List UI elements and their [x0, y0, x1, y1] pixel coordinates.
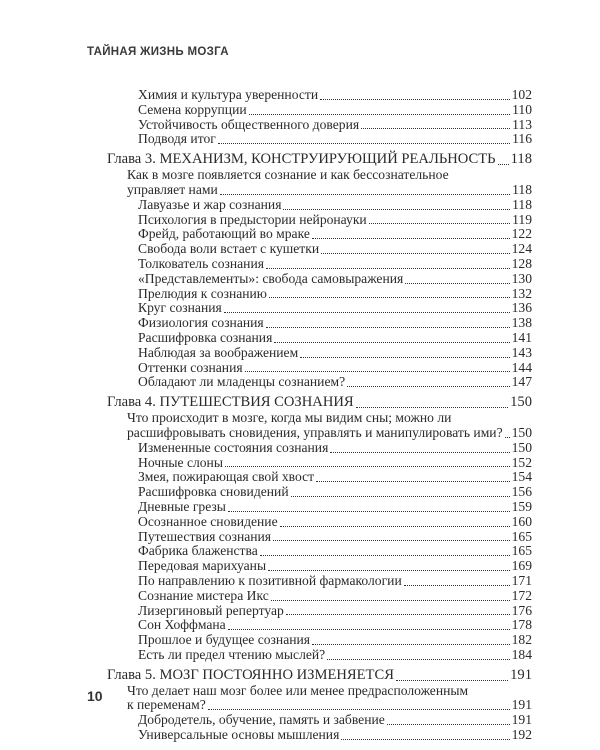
toc-entry: [107, 316, 532, 331]
running-head: ТАЙНАЯ ЖИЗНЬ МОЗГА: [87, 46, 229, 58]
toc-entry-title: Семена коррупции: [138, 101, 247, 117]
toc-entry: [107, 272, 532, 287]
chapter-page: 150: [510, 394, 532, 411]
dot-leader: [312, 238, 510, 239]
toc-entry-page: 118: [512, 196, 532, 212]
toc-entry-title: По направлению к позитивной фармакологии: [138, 572, 402, 588]
toc-entry-title: Передовая марихуаны: [138, 558, 267, 574]
dot-leader: [316, 481, 510, 482]
toc-entry-title: Наблюдая за воображением: [138, 344, 299, 360]
toc-entry: [107, 604, 532, 619]
toc-entry-title: Осознанное сновидение: [138, 513, 278, 529]
chapter-intro-line: Что делает наш мозг более или менее предрасположенным: [127, 682, 469, 698]
toc-entry-page: 128: [511, 255, 532, 271]
dot-leader: [208, 709, 510, 710]
dot-leader: [356, 407, 508, 408]
toc-entry: [107, 618, 532, 633]
dot-leader: [245, 371, 510, 372]
dot-leader: [269, 297, 510, 298]
chapter-4-heading: [107, 394, 532, 411]
dot-leader: [271, 600, 510, 601]
dot-leader: [498, 164, 509, 165]
toc-entry: [107, 103, 532, 118]
dot-leader: [369, 223, 510, 224]
dot-leader: [224, 312, 510, 313]
toc-entry-page: 147: [511, 374, 532, 390]
toc-entry-title: Дневные грезы: [138, 498, 226, 514]
toc-entry-title: Лавуазье и жар сознания: [138, 196, 282, 212]
toc-entry-page: 143: [511, 344, 532, 360]
toc-entry-title: Сознание мистера Икс: [138, 587, 269, 603]
dot-leader: [300, 357, 509, 358]
chapter-intro-page: 191: [511, 697, 532, 713]
chapter-intro-line: [127, 183, 532, 198]
toc-entry-title: Лизергиновый репертуар: [138, 602, 284, 618]
chapter-intro-text: к переменам?: [127, 697, 206, 713]
toc-entry-page: 132: [511, 285, 532, 301]
toc-entry-page: 144: [511, 359, 532, 375]
toc-entry: [107, 375, 532, 390]
toc-entry-page: 165: [511, 528, 532, 544]
chapter-page: 118: [510, 151, 532, 168]
toc-entry-title: Змея, пожирающая свой хвост: [138, 469, 315, 485]
dot-leader: [361, 128, 510, 129]
toc-entry-title: Измененные состояния сознания: [138, 439, 329, 455]
dot-leader: [347, 386, 509, 387]
toc-entry: [107, 361, 532, 376]
dot-leader: [260, 555, 510, 556]
toc-entry: [107, 648, 532, 663]
dot-leader: [228, 629, 510, 630]
toc-entry-title: Прошлое и будущее сознания: [138, 632, 311, 648]
toc-entry: [107, 118, 532, 133]
dot-leader: [266, 268, 510, 269]
chapter-5-intro: [107, 684, 532, 714]
chapter-intro-line: [127, 426, 532, 441]
toc-entry-page: 138: [511, 315, 532, 331]
dot-leader: [321, 253, 510, 254]
toc-entry: [107, 470, 532, 485]
chapter-intro-line: [127, 698, 532, 713]
toc-entry-title: Подводя итог: [138, 131, 216, 147]
table-of-contents: [107, 88, 532, 743]
chapter-intro-line: Как в мозге появляется сознание и как бессознательное: [127, 167, 449, 183]
dot-leader: [404, 585, 510, 586]
chapter-title: Глава 5. МОЗГ ПОСТОЯННО ИЗМЕНЯЕТСЯ: [107, 666, 394, 683]
toc-entry-page: 176: [511, 602, 532, 618]
toc-entry-title: Свобода воли встает с кушетки: [138, 241, 320, 257]
toc-entry: [107, 242, 532, 257]
toc-entry: [107, 213, 532, 228]
toc-entry: [107, 500, 532, 515]
chapter-5-entries: [107, 713, 532, 743]
toc-entry-title: Фрейд, работающий во мраке: [138, 226, 310, 242]
toc-entry: [107, 287, 532, 302]
toc-entry-page: 102: [511, 87, 532, 102]
toc-entry: [107, 456, 532, 471]
toc-entry-page: 182: [511, 632, 532, 648]
toc-entry-page: 152: [511, 454, 532, 470]
toc-entry-title: Обладают ли младенцы сознанием?: [138, 374, 346, 390]
toc-entry-page: 191: [511, 712, 532, 728]
toc-entry-title: Путешествия сознания: [138, 528, 272, 544]
toc-entry: [107, 713, 532, 728]
toc-entry: [107, 574, 532, 589]
toc-entry: [107, 728, 532, 743]
toc-entry-page: 110: [512, 101, 532, 117]
chapter-3-entries: [107, 198, 532, 390]
toc-entry-page: 122: [511, 226, 532, 242]
toc-entry-title: Есть ли предел чтению мыслей?: [138, 646, 326, 662]
toc-entry-page: 160: [511, 513, 532, 529]
toc-entry: [107, 331, 532, 346]
toc-entry: [107, 515, 532, 530]
toc-entry: [107, 589, 532, 604]
toc-entry: [107, 198, 532, 213]
toc-entry: [107, 559, 532, 574]
toc-entry-page: 165: [511, 543, 532, 559]
toc-entry-title: Добродетель, обучение, память и забвение: [138, 712, 385, 728]
toc-entry-page: 130: [511, 270, 532, 286]
dot-leader: [249, 114, 510, 115]
dot-leader: [327, 659, 509, 660]
toc-entry-page: 116: [512, 131, 532, 147]
toc-entry-title: Физиология сознания: [138, 315, 264, 331]
top-entries: [107, 88, 532, 147]
toc-entry-title: Ночные слоны: [138, 454, 223, 470]
chapter-3-heading: [107, 151, 532, 168]
dot-leader: [505, 437, 510, 438]
toc-entry: [107, 346, 532, 361]
toc-entry-page: 172: [511, 587, 532, 603]
toc-entry-title: Химия и культура уверенности: [138, 87, 319, 102]
toc-entry-title: Устойчивость общественного доверия: [138, 116, 360, 132]
toc-entry-page: 124: [511, 241, 532, 257]
toc-entry-page: 169: [511, 558, 532, 574]
chapter-page: 191: [510, 666, 532, 683]
toc-entry: [107, 544, 532, 559]
dot-leader: [396, 680, 508, 681]
page-number: 10: [87, 688, 103, 704]
chapter-intro-line: Что происходит в мозге, когда мы видим сны; можно ли: [127, 410, 452, 426]
toc-entry-page: 192: [511, 727, 532, 743]
dot-leader: [320, 99, 510, 100]
dot-leader: [228, 511, 510, 512]
toc-entry: [107, 227, 532, 242]
chapter-4-intro: [107, 411, 532, 441]
toc-entry: [107, 485, 532, 500]
dot-leader: [280, 526, 510, 527]
dot-leader: [273, 540, 510, 541]
toc-entry-title: Круг сознания: [138, 300, 222, 316]
toc-entry: [107, 441, 532, 456]
dot-leader: [266, 327, 510, 328]
toc-entry-page: 156: [511, 484, 532, 500]
dot-leader: [286, 614, 510, 615]
toc-entry-title: Универсальные основы мышления: [138, 727, 340, 743]
toc-entry: [107, 633, 532, 648]
dot-leader: [274, 342, 509, 343]
toc-entry-title: Сон Хоффмана: [138, 617, 226, 633]
dot-leader: [218, 143, 510, 144]
dot-leader: [225, 466, 510, 467]
toc-entry-page: 141: [511, 329, 532, 345]
chapter-5-heading: [107, 667, 532, 684]
toc-entry-page: 184: [511, 646, 532, 662]
toc-entry-title: Оттенки сознания: [138, 359, 243, 375]
toc-entry-title: Прелюдия к сознанию: [138, 285, 267, 301]
dot-leader: [220, 194, 510, 195]
chapter-intro-text: расшифровывать сновидения, управлять и манипулировать ими?: [127, 424, 503, 440]
toc-entry: [107, 301, 532, 316]
dot-leader: [283, 209, 510, 210]
toc-entry-page: 154: [511, 469, 532, 485]
toc-entry-page: 178: [511, 617, 532, 633]
chapter-intro-page: 118: [512, 181, 532, 197]
chapter-3-intro: [107, 168, 532, 198]
toc-entry-title: Толкователь сознания: [138, 255, 264, 271]
toc-entry-page: 150: [511, 439, 532, 455]
chapter-title: Глава 4. ПУТЕШЕСТВИЯ СОЗНАНИЯ: [107, 394, 354, 411]
toc-entry: [107, 530, 532, 545]
dot-leader: [291, 496, 510, 497]
toc-entry: [107, 257, 532, 272]
chapter-intro-page: 150: [511, 424, 532, 440]
dot-leader: [405, 283, 509, 284]
toc-entry-title: Расшифровка сновидений: [138, 484, 289, 500]
dot-leader: [387, 724, 510, 725]
chapter-intro-text: управляет нами: [127, 181, 218, 197]
toc-entry-title: Фабрика блаженства: [138, 543, 258, 559]
dot-leader: [330, 452, 509, 453]
toc-entry-title: Психология в предыстории нейронауки: [138, 211, 367, 227]
chapter-4-entries: [107, 441, 532, 663]
toc-entry-page: 159: [511, 498, 532, 514]
toc-entry-page: 136: [511, 300, 532, 316]
toc-entry-title: Расшифровка сознания: [138, 329, 273, 345]
toc-entry-page: 119: [512, 211, 532, 227]
toc-entry-title: «Представлементы»: свобода самовыражения: [138, 270, 404, 286]
toc-entry: [107, 88, 532, 103]
dot-leader: [268, 570, 510, 571]
chapter-title: Глава 3. МЕХАНИЗМ, КОНСТРУИРУЮЩИЙ РЕАЛЬНОСТЬ: [107, 151, 496, 168]
toc-entry-page: 171: [511, 572, 532, 588]
dot-leader: [341, 739, 509, 740]
dot-leader: [312, 644, 510, 645]
toc-entry-page: 113: [512, 116, 532, 132]
toc-entry: [107, 132, 532, 147]
